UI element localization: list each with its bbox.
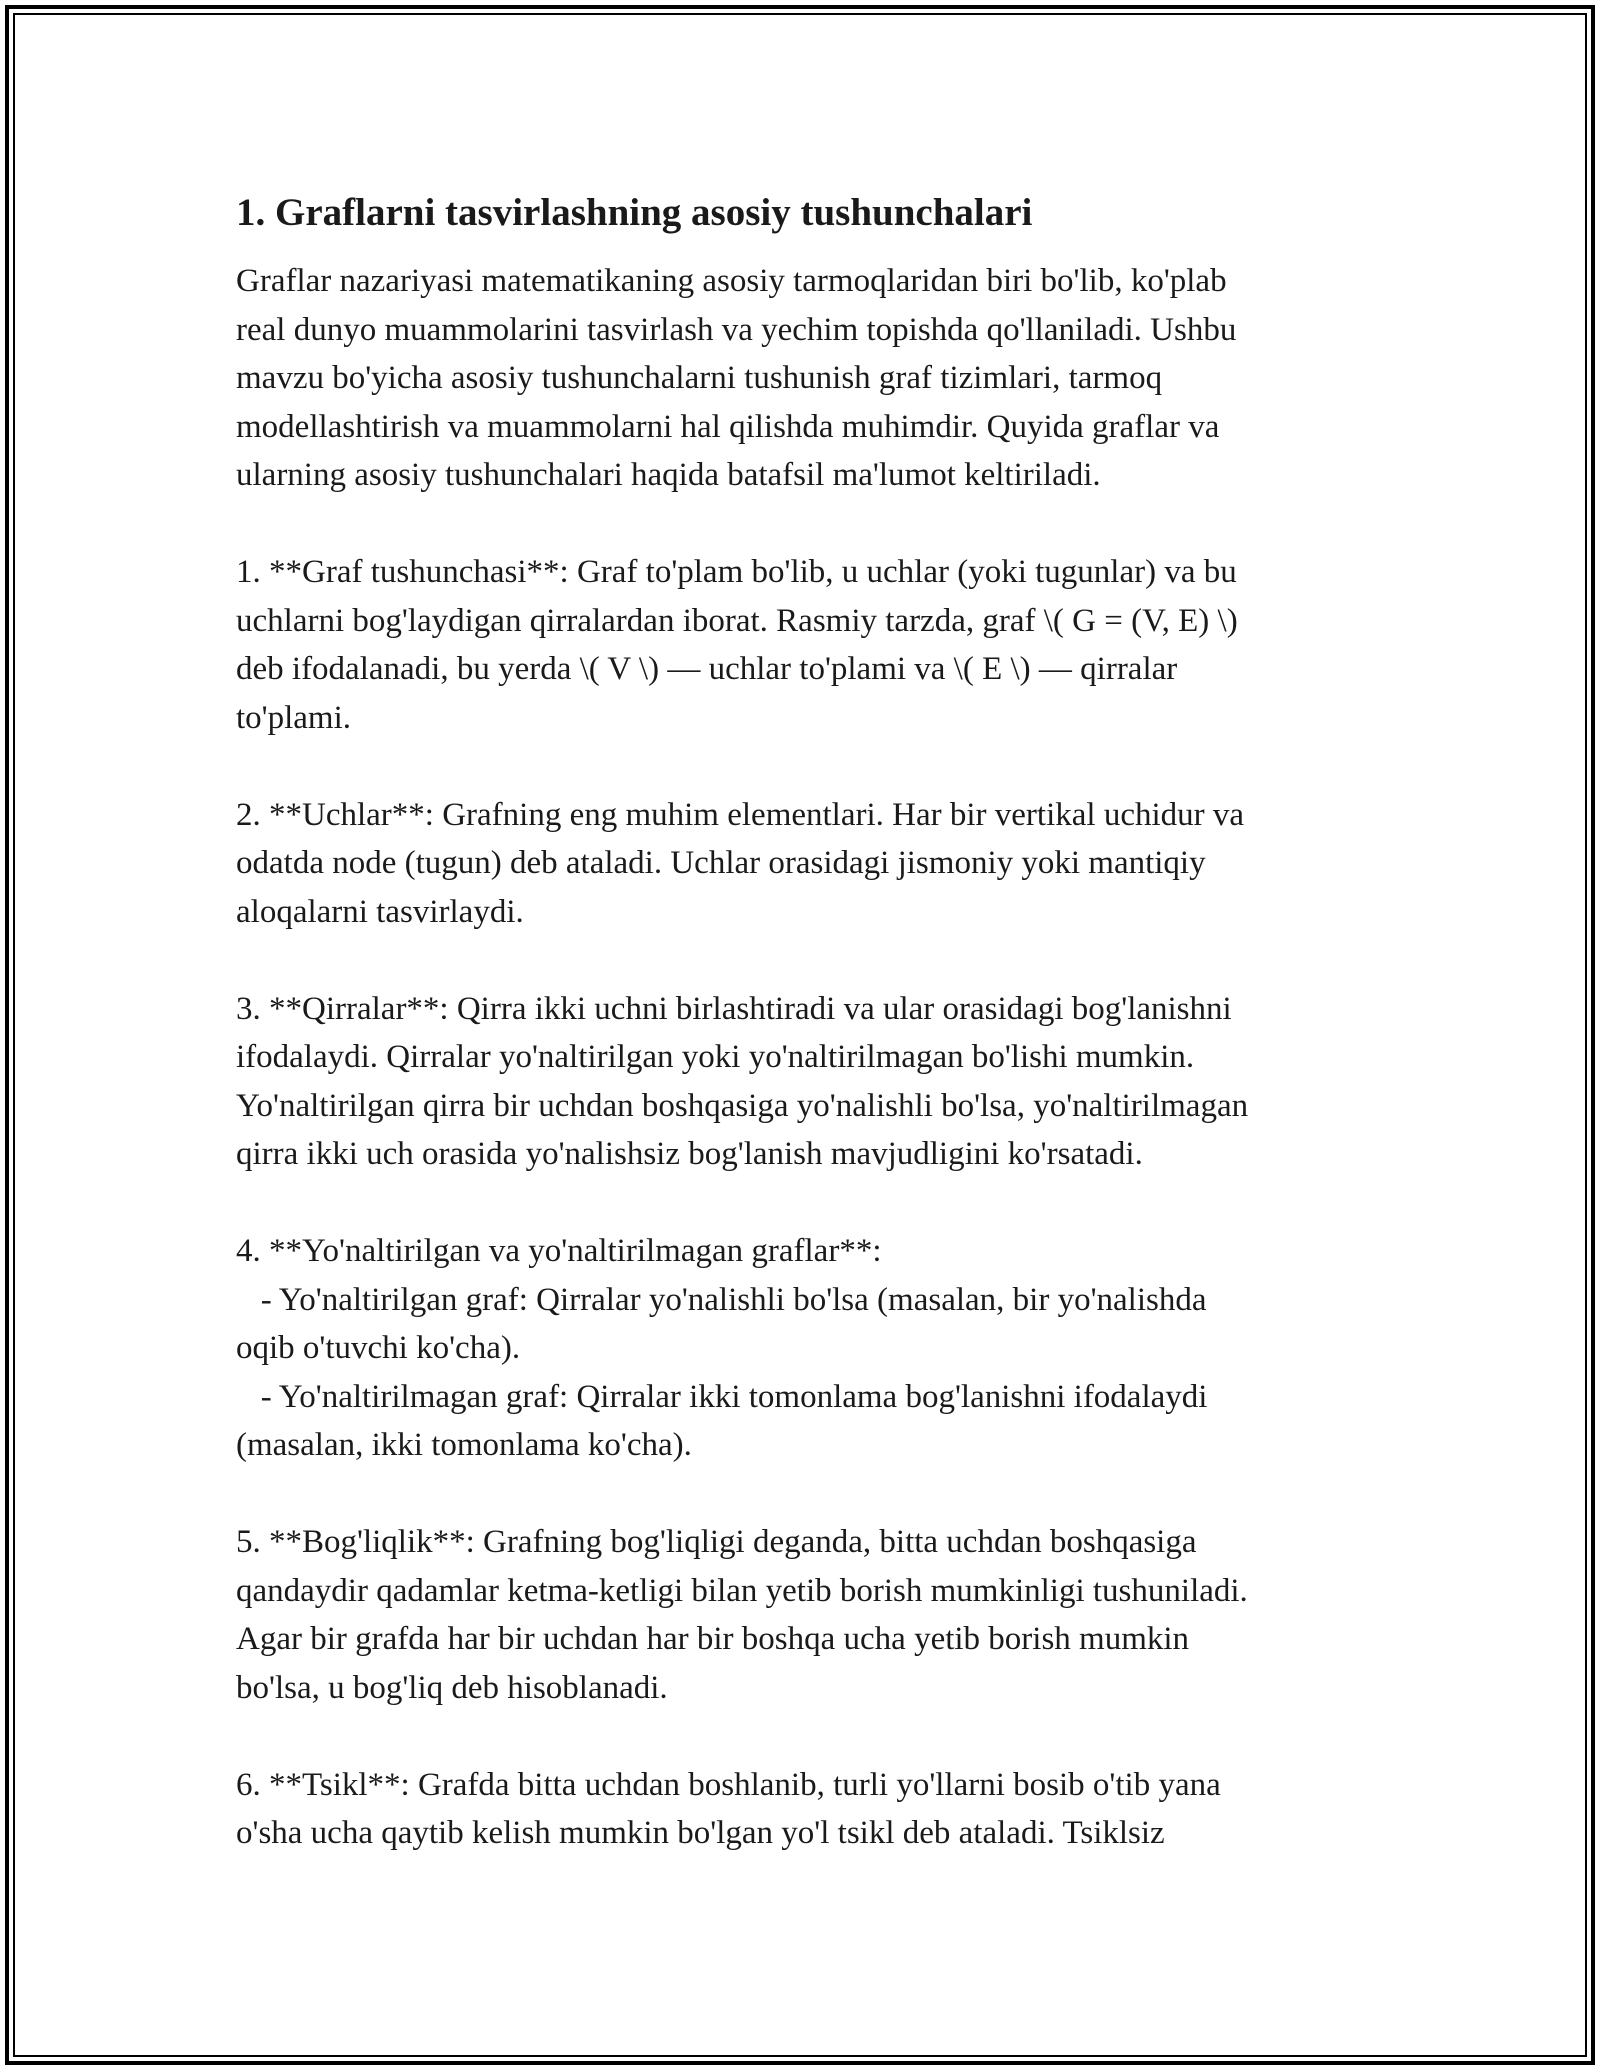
paragraph-graf-turlari: 4. **Yo'naltirilgan va yo'naltirilmagan graflar**: - Yo'naltirilgan graf: Qirralar yo'nalishli bo'lsa (masalan, bir yo'nalishda oqib o'tuvchi ko'cha). - Yo'naltirilmagan graf: Qirralar ikki tomonlama bog'lanishni ifodalaydi (masalan, ikki tomonlama ko'cha). — [236, 1233, 1208, 1463]
document-body — [236, 186, 1376, 1906]
paragraph-uchlar: 2. **Uchlar**: Grafning eng muhim elementlari. Har bir vertikal uchidur va odatda node (tugun) deb ataladi. Uchlar orasidagi jismoniy yoki mantiqiy aloqalarni tasvirlaydi. — [236, 796, 1245, 930]
paragraph-qirralar: 3. **Qirralar**: Qirra ikki uchni birlashtiradi va ular orasidagi bog'lanishni ifodalaydi. Qirralar yo'naltirilgan yoki yo'naltirilmagan bo'lishi mumkin. Yo'naltirilgan qirra bir uchdan boshqasiga yo'nalishli bo'lsa, yo'naltirilmagan qirra ikki uch orasida yo'nalishsiz bog'lanish mavjudligini ko'rsatadi. — [236, 990, 1249, 1172]
intro-paragraph: Graflar nazariyasi matematikaning asosiy tarmoqlaridan biri bo'lib, ko'plab real dunyo muammolarini tasvirlash va yechim topishda qo'llaniladi. Ushbu mavzu bo'yicha asosiy tushunchalarni tushunish graf tizimlari, tarmoq modellashtirish va muammolarni hal qilishda muhimdir. Quyida graflar va ularning asosiy tushunchalari haqida batafsil ma'lumot keltiriladi. — [236, 263, 1237, 493]
section-title: 1. Graflarni tasvirlashning asosiy tushunchalari — [236, 191, 1033, 234]
paragraph-tsikl: 6. **Tsikl**: Grafda bitta uchdan boshlanib, turli yo'llarni bosib o'tib yana o'sha ucha qaytib kelish mumkin bo'lgan yo'l tsikl deb ataladi. Tsiklsiz — [236, 1766, 1221, 1851]
paragraph-graf-tushunchasi: 1. **Graf tushunchasi**: Graf to'plam bo'lib, u uchlar (yoki tugunlar) va bu uchlarni bog'laydigan qirralardan iborat. Rasmiy tarzda, graf \( G = (V, E) \) deb ifodalanadi, bu yerda \( V \) — uchlar to'plami va \( E \) — qirralar to'plami. — [236, 554, 1238, 736]
paragraph-bogliqlik: 5. **Bog'liqlik**: Grafning bog'liqligi deganda, bitta uchdan boshqasiga qandaydir qadamlar ketma-ketligi bilan yetib borish mumkinligi tushuniladi. Agar bir grafda har bir uchdan har bir boshqa ucha yetib borish mumkin bo'lsa, u bog'liq deb hisoblanadi. — [236, 1524, 1248, 1706]
